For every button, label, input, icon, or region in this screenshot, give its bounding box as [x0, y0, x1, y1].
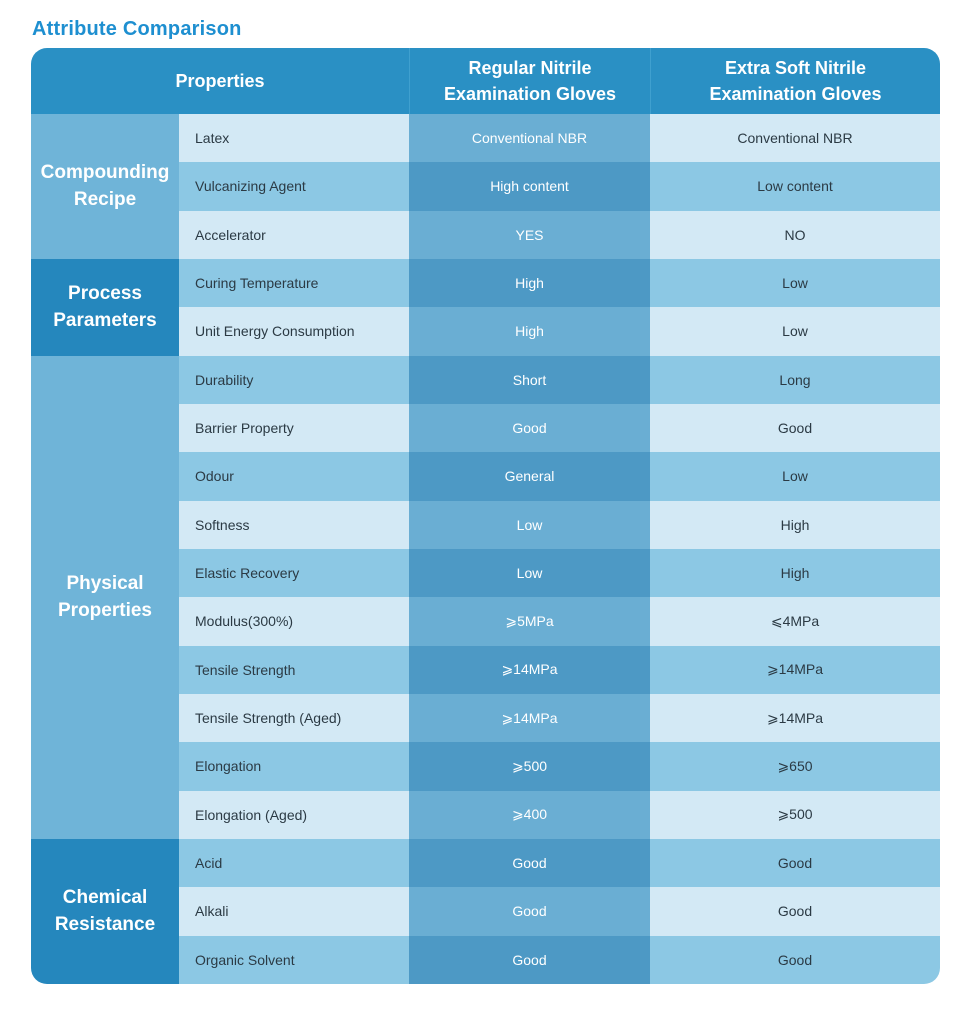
soft-value-cell: NO	[650, 211, 940, 259]
comparison-table	[31, 48, 940, 984]
regular-value-cell: Short	[409, 356, 650, 404]
category-process-parameters: Process Parameters	[31, 259, 179, 356]
soft-value-cell: ⩾14MPa	[650, 646, 940, 694]
header-regular-gloves: Regular Nitrile Examination Gloves	[409, 48, 650, 114]
property-cell: Vulcanizing Agent	[179, 162, 409, 210]
regular-value-cell: ⩾5MPa	[409, 597, 650, 645]
regular-value-cell: ⩾14MPa	[409, 694, 650, 742]
soft-value-cell: Low content	[650, 162, 940, 210]
regular-value-cell: Good	[409, 404, 650, 452]
soft-value-cell: ⩾14MPa	[650, 694, 940, 742]
soft-value-cell: High	[650, 549, 940, 597]
property-cell: Acid	[179, 839, 409, 887]
property-cell: Durability	[179, 356, 409, 404]
regular-value-cell: High content	[409, 162, 650, 210]
soft-value-cell: Good	[650, 404, 940, 452]
property-cell: Odour	[179, 452, 409, 500]
property-cell: Accelerator	[179, 211, 409, 259]
regular-value-cell: Conventional NBR	[409, 114, 650, 162]
header-properties: Properties	[31, 48, 409, 114]
soft-value-cell: Good	[650, 887, 940, 935]
soft-value-cell: Low	[650, 307, 940, 355]
property-cell: Tensile Strength	[179, 646, 409, 694]
soft-value-cell: Long	[650, 356, 940, 404]
property-cell: Elastic Recovery	[179, 549, 409, 597]
property-cell: Softness	[179, 501, 409, 549]
soft-value-cell: High	[650, 501, 940, 549]
regular-value-cell: General	[409, 452, 650, 500]
category-chemical-resistance: Chemical Resistance	[31, 839, 179, 984]
property-cell: Latex	[179, 114, 409, 162]
soft-value-cell: Good	[650, 936, 940, 984]
soft-value-cell: ⩽4MPa	[650, 597, 940, 645]
property-cell: Curing Temperature	[179, 259, 409, 307]
regular-value-cell: ⩾14MPa	[409, 646, 650, 694]
header-extra-soft-gloves: Extra Soft Nitrile Examination Gloves	[650, 48, 940, 114]
regular-value-cell: Low	[409, 549, 650, 597]
soft-value-cell: Good	[650, 839, 940, 887]
soft-value-cell: ⩾650	[650, 742, 940, 790]
property-cell: Organic Solvent	[179, 936, 409, 984]
category-physical-properties: Physical Properties	[31, 356, 179, 839]
regular-value-cell: ⩾500	[409, 742, 650, 790]
property-cell: Alkali	[179, 887, 409, 935]
page-title: Attribute Comparison	[32, 18, 242, 40]
property-cell: Elongation	[179, 742, 409, 790]
regular-value-cell: High	[409, 307, 650, 355]
regular-value-cell: YES	[409, 211, 650, 259]
property-cell: Elongation (Aged)	[179, 791, 409, 839]
regular-value-cell: Low	[409, 501, 650, 549]
soft-value-cell: Low	[650, 259, 940, 307]
regular-value-cell: Good	[409, 887, 650, 935]
property-cell: Modulus(300%)	[179, 597, 409, 645]
regular-value-cell: High	[409, 259, 650, 307]
category-compounding-recipe: Compounding Recipe	[31, 114, 179, 259]
soft-value-cell: Conventional NBR	[650, 114, 940, 162]
regular-value-cell: Good	[409, 839, 650, 887]
regular-value-cell: ⩾400	[409, 791, 650, 839]
property-cell: Tensile Strength (Aged)	[179, 694, 409, 742]
property-cell: Unit Energy Consumption	[179, 307, 409, 355]
property-cell: Barrier Property	[179, 404, 409, 452]
soft-value-cell: ⩾500	[650, 791, 940, 839]
soft-value-cell: Low	[650, 452, 940, 500]
regular-value-cell: Good	[409, 936, 650, 984]
